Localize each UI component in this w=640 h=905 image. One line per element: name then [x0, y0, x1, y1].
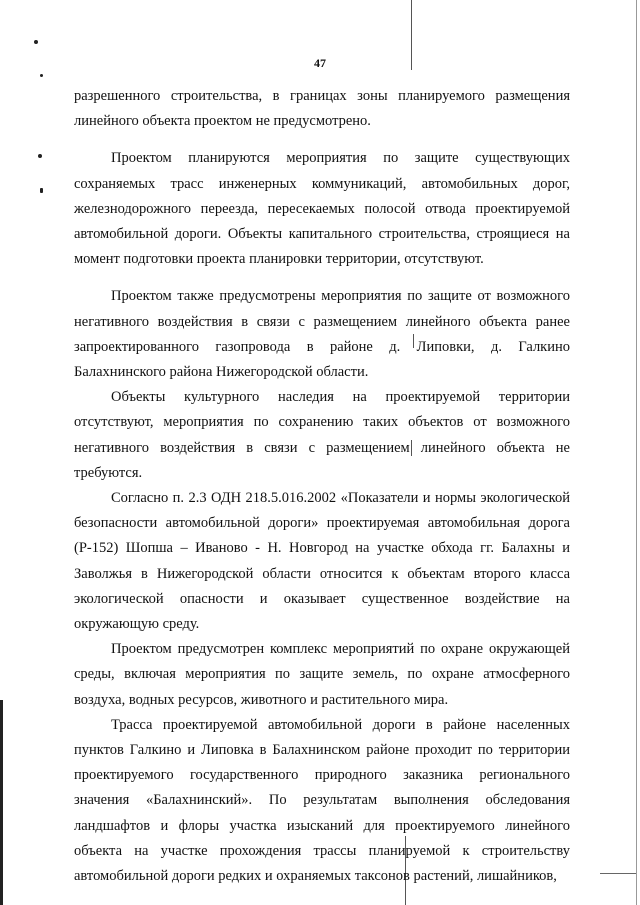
paragraph: Согласно п. 2.3 ОДН 218.5.016.2002 «Показатели и нормы экологической безопасности автомобильной дороги» проектируемая автомобильная дорога (Р-152) Шопша – Иваново - Н. Новгород на участке обхода гг. Балахны и Заволжья в Нижегородской области относится к объектам второго класса экологической опасности и оказывает существенное воздействие на окружающую среду.	[74, 490, 570, 633]
paragraph: Трасса проектируемой автомобильной дороги в районе населенных пунктов Галкино и Липовка в Балахнинском районе проходит по территории проектируемого государственного природного заказника регионального значения «Балахнинский». По результатам выполнения обследования ландшафтов и флоры участка изысканий для проектируемого линейного объекта на участке прохождения трассы планируемой к строительству автомобильной дороги редких и охраняемых таксонов растений, лишайников,	[74, 716, 570, 885]
scan-speck	[34, 40, 38, 44]
paragraph: Проектом также предусмотрены мероприятия по защите от возможного негативного воздействия в связи с размещением линейного объекта ранее запроектированного газопровода в районе д. Липовки, д. Галкино Балахнинского района Нижегородской области.	[74, 288, 570, 381]
paragraph: Проектом планируются мероприятия по защите существующих сохраняемых трасс инженерных коммуникаций, автомобильных дорог, железнодорожного переезда, пересекаемых полосой отвода проектируемой автомобильной дороги. Объекты капитального строительства, строящиеся на момент подготовки проекта планировки территории, отсутствуют.	[74, 150, 570, 268]
scan-line-bottom	[600, 873, 636, 874]
scan-speck	[38, 154, 42, 158]
scan-speck	[40, 188, 43, 193]
paragraph: Проектом предусмотрен комплекс мероприятий по охране окружающей среды, включая мероприятия по защите земель, по охране атмосферного воздуха, водных ресурсов, животного и растительного мира.	[74, 641, 570, 708]
paragraph: Объекты культурного наследия на проектируемой территории отсутствуют, мероприятия по сохранению таких объектов от возможного негативного воздействия в связи с размещением линейного объекта не требуются.	[74, 389, 570, 481]
page-number: 47	[314, 56, 326, 70]
paragraph: разрешенного строительства, в границах зоны планируемого размещения линейного объекта проектом не предусмотрено.	[74, 88, 570, 130]
document-body	[74, 84, 570, 889]
scan-edge	[0, 700, 3, 905]
scan-edge-right	[636, 0, 637, 905]
scan-speck	[40, 74, 43, 77]
